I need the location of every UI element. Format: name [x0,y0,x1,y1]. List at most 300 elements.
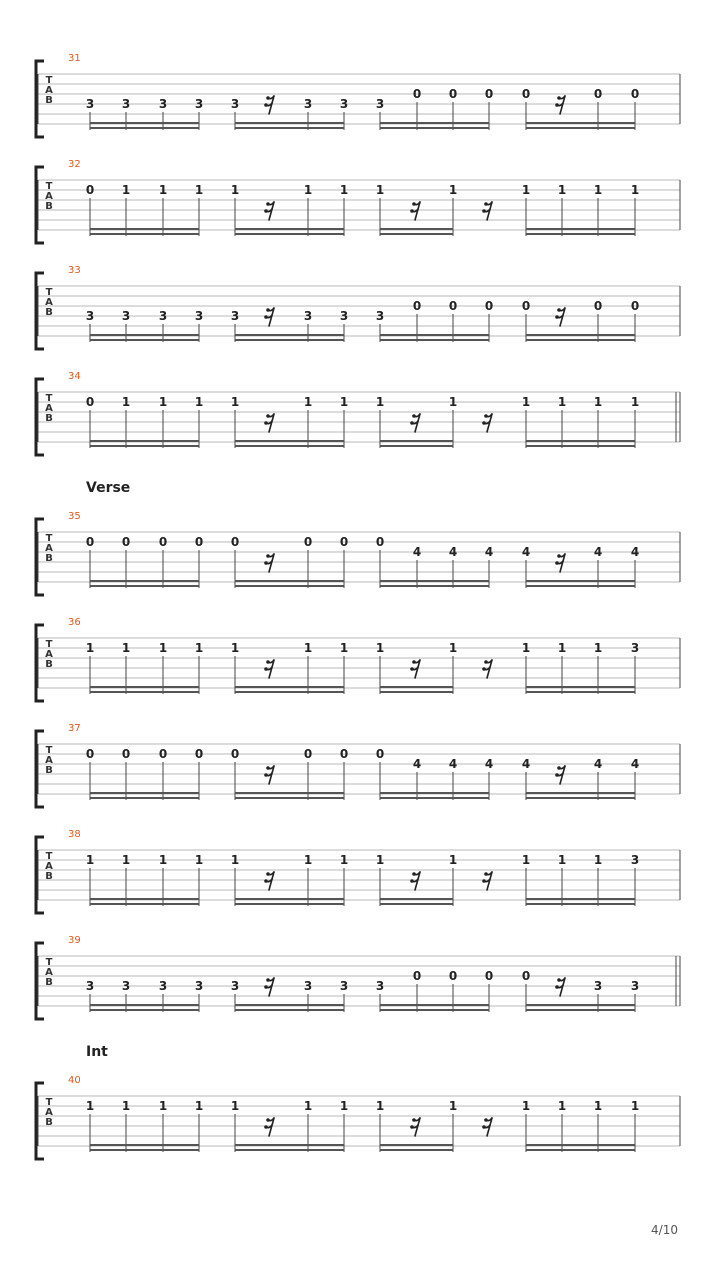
beam [90,686,199,688]
tab-clef-letter: B [45,1117,53,1128]
fret-number: 1 [375,641,385,655]
beam [235,334,344,336]
beam [526,1144,635,1146]
fret-number: 0 [85,183,95,197]
tab-clef-letter: T [45,745,53,756]
beam [380,898,453,900]
tab-clef-letter: A [45,755,53,766]
system-bracket [36,625,44,701]
beam [90,797,199,799]
sixteenth-rest [555,978,565,996]
beam [90,440,199,442]
fret-number: 4 [484,545,494,559]
fret-number: 0 [85,395,95,409]
tab-clef-letter: A [45,1107,53,1118]
beam [90,334,199,336]
fret-number: 4 [448,545,458,559]
fret-number: 3 [230,979,240,993]
tab-clef-letter: T [45,181,53,192]
beam [380,122,489,124]
sixteenth-rest [555,554,565,572]
fret-number: 1 [339,641,349,655]
beam [235,898,344,900]
fret-number: 0 [230,747,240,761]
beam [235,585,344,587]
fret-number: 1 [375,183,385,197]
beam [526,580,635,582]
beam [90,445,199,447]
fret-number: 0 [303,747,313,761]
beam [380,1009,489,1011]
fret-number: 1 [521,853,531,867]
beam [380,127,489,129]
tab-system [36,265,680,349]
sixteenth-rest [482,872,492,890]
fret-number: 0 [375,747,385,761]
fret-number: 4 [593,545,603,559]
beam [380,580,489,582]
sixteenth-rest [482,660,492,678]
fret-number: 0 [630,299,640,313]
tab-clef-letter: B [45,659,53,670]
fret-number: 3 [158,97,168,111]
tab-clef-letter: B [45,307,53,318]
beam [90,585,199,587]
beam [380,1149,453,1151]
sixteenth-rest [482,414,492,432]
sixteenth-rest [264,1118,274,1136]
beam [90,233,199,235]
sixteenth-rest [410,414,420,432]
fret-number: 1 [303,641,313,655]
fret-number: 3 [339,979,349,993]
sixteenth-rest [410,1118,420,1136]
tab-clef-letter: T [45,287,53,298]
fret-number: 1 [339,853,349,867]
fret-number: 1 [557,395,567,409]
sixteenth-rest [264,872,274,890]
fret-number: 0 [484,87,494,101]
fret-number: 4 [448,757,458,771]
fret-number: 1 [230,853,240,867]
fret-number: 1 [521,641,531,655]
sixteenth-rest [555,96,565,114]
fret-number: 1 [630,1099,640,1113]
beam [526,127,635,129]
measure-number: 34 [68,371,81,382]
beam [526,445,635,447]
fret-number: 1 [375,395,385,409]
fret-number: 3 [85,97,95,111]
tab-clef-letter: B [45,765,53,776]
fret-number: 0 [484,299,494,313]
beam [526,686,635,688]
fret-number: 4 [593,757,603,771]
tab-clef-letter: A [45,967,53,978]
beam [235,127,344,129]
fret-number: 3 [158,309,168,323]
fret-number: 1 [557,853,567,867]
tab-system [36,935,680,1019]
sixteenth-rest [264,978,274,996]
fret-number: 1 [521,183,531,197]
fret-number: 1 [158,1099,168,1113]
sixteenth-rest [482,1118,492,1136]
fret-number: 3 [375,97,385,111]
measure-number: 31 [68,53,81,64]
fret-number: 3 [630,979,640,993]
fret-number: 0 [339,747,349,761]
beam [90,228,199,230]
fret-number: 0 [194,535,204,549]
system-bracket [36,731,44,807]
fret-number: 0 [121,535,131,549]
fret-number: 1 [593,853,603,867]
fret-number: 3 [194,979,204,993]
tab-clef-letter: B [45,977,53,988]
beam [90,1009,199,1011]
sixteenth-rest [264,554,274,572]
beam [526,233,635,235]
beam [90,691,199,693]
measure-number: 38 [68,829,81,840]
beam [526,440,635,442]
system-bracket [36,519,44,595]
beam [235,1149,344,1151]
tab-system [36,53,680,137]
beam [526,691,635,693]
tab-clef-letter: T [45,957,53,968]
beam [380,686,453,688]
tab-clef-letter: T [45,1097,53,1108]
fret-number: 1 [194,641,204,655]
fret-number: 0 [412,299,422,313]
beam [235,691,344,693]
fret-number: 1 [521,395,531,409]
beam [235,1144,344,1146]
fret-number: 1 [121,1099,131,1113]
beam [526,228,635,230]
fret-number: 1 [158,395,168,409]
tab-system [36,159,680,243]
tab-system [36,829,680,913]
fret-number: 1 [303,183,313,197]
sixteenth-rest [264,414,274,432]
sixteenth-rest [555,308,565,326]
sixteenth-rest [410,202,420,220]
sixteenth-rest [410,660,420,678]
fret-number: 1 [194,853,204,867]
beam [90,339,199,341]
fret-number: 1 [339,395,349,409]
beam [526,898,635,900]
fret-number: 1 [339,183,349,197]
beam [90,1144,199,1146]
fret-number: 1 [85,641,95,655]
fret-number: 0 [448,87,458,101]
fret-number: 1 [375,853,385,867]
beam [235,792,344,794]
fret-number: 1 [448,1099,458,1113]
beam [380,585,489,587]
beam [235,1004,344,1006]
fret-number: 1 [593,395,603,409]
beam [235,445,344,447]
fret-number: 0 [593,299,603,313]
fret-number: 4 [630,545,640,559]
beam [90,580,199,582]
beam [90,1149,199,1151]
measure-number: 37 [68,723,81,734]
beam [380,334,489,336]
fret-number: 1 [521,1099,531,1113]
fret-number: 1 [557,1099,567,1113]
fret-number: 1 [85,1099,95,1113]
fret-number: 0 [158,747,168,761]
beam [526,1149,635,1151]
fret-number: 0 [194,747,204,761]
sixteenth-rest [264,96,274,114]
beam [235,686,344,688]
measure-number: 36 [68,617,81,628]
beam [526,334,635,336]
fret-number: 1 [194,395,204,409]
fret-number: 1 [593,1099,603,1113]
beam [380,691,453,693]
beam [90,1004,199,1006]
fret-number: 3 [230,97,240,111]
tab-clef-letter: A [45,543,53,554]
fret-number: 0 [85,747,95,761]
system-bracket [36,943,44,1019]
fret-number: 3 [593,979,603,993]
beam [235,797,344,799]
tab-system [36,480,680,595]
tab-clef-letter: T [45,639,53,650]
beam [235,122,344,124]
fret-number: 0 [230,535,240,549]
tab-clef-letter: T [45,533,53,544]
fret-number: 1 [303,853,313,867]
fret-number: 0 [521,299,531,313]
fret-number: 1 [158,853,168,867]
fret-number: 1 [230,183,240,197]
fret-number: 1 [375,1099,385,1113]
tab-clef-letter: B [45,201,53,212]
beam [235,903,344,905]
measure-number: 33 [68,265,81,276]
fret-number: 1 [630,395,640,409]
fret-number: 0 [158,535,168,549]
beam [526,792,635,794]
fret-number: 0 [303,535,313,549]
fret-number: 1 [121,395,131,409]
fret-number: 0 [412,969,422,983]
tab-clef-letter: T [45,851,53,862]
fret-number: 1 [593,183,603,197]
fret-number: 3 [375,309,385,323]
fret-number: 3 [121,979,131,993]
fret-number: 1 [230,641,240,655]
beam [380,445,453,447]
measure-number: 40 [68,1075,81,1086]
fret-number: 1 [448,395,458,409]
beam [90,898,199,900]
fret-number: 0 [484,969,494,983]
fret-number: 3 [303,979,313,993]
measure-number: 32 [68,159,81,170]
tab-clef-letter: A [45,191,53,202]
beam [235,228,344,230]
tab-clef-letter: B [45,553,53,564]
fret-number: 1 [121,183,131,197]
beam [380,440,453,442]
fret-number: 3 [303,309,313,323]
tab-clef-letter: A [45,861,53,872]
fret-number: 0 [593,87,603,101]
fret-number: 3 [630,853,640,867]
beam [235,233,344,235]
tab-clef-letter: B [45,95,53,106]
beam [526,797,635,799]
sixteenth-rest [264,660,274,678]
fret-number: 1 [303,1099,313,1113]
fret-number: 0 [121,747,131,761]
beam [90,127,199,129]
tab-clef-letter: A [45,403,53,414]
fret-number: 0 [448,299,458,313]
tab-clef-letter: A [45,85,53,96]
fret-number: 1 [158,641,168,655]
fret-number: 3 [194,309,204,323]
fret-number: 3 [85,309,95,323]
beam [526,1009,635,1011]
fret-number: 3 [630,641,640,655]
fret-number: 1 [630,183,640,197]
tab-clef-letter: B [45,871,53,882]
sixteenth-rest [482,202,492,220]
fret-number: 3 [375,979,385,993]
page-number: 4/10 [651,1223,678,1237]
beam [526,339,635,341]
fret-number: 4 [484,757,494,771]
fret-number: 1 [230,395,240,409]
fret-number: 3 [121,97,131,111]
fret-number: 0 [339,535,349,549]
system-bracket [36,167,44,243]
beam [380,792,489,794]
fret-number: 4 [630,757,640,771]
fret-number: 3 [194,97,204,111]
fret-number: 1 [158,183,168,197]
fret-number: 3 [121,309,131,323]
fret-number: 1 [121,641,131,655]
beam [526,585,635,587]
sixteenth-rest [264,202,274,220]
beam [526,122,635,124]
system-bracket [36,61,44,137]
fret-number: 1 [557,183,567,197]
fret-number: 1 [85,853,95,867]
fret-number: 3 [303,97,313,111]
fret-number: 1 [557,641,567,655]
measure-number: 39 [68,935,81,946]
tab-clef-letter: A [45,649,53,660]
tab-system [36,723,680,807]
system-bracket [36,379,44,455]
fret-number: 1 [448,183,458,197]
sixteenth-rest [264,766,274,784]
measure-number: 35 [68,511,81,522]
fret-number: 3 [230,309,240,323]
beam [526,1004,635,1006]
fret-number: 1 [194,1099,204,1113]
beam [235,1009,344,1011]
beam [380,228,453,230]
tab-system [36,617,680,701]
fret-number: 1 [448,641,458,655]
fret-number: 0 [85,535,95,549]
beam [380,339,489,341]
tab-system [36,371,680,455]
sixteenth-rest [264,308,274,326]
tab-clef-letter: A [45,297,53,308]
beam [380,1144,453,1146]
beam [90,122,199,124]
fret-number: 4 [521,757,531,771]
fret-number: 3 [158,979,168,993]
system-bracket [36,1083,44,1159]
beam [526,903,635,905]
sixteenth-rest [555,766,565,784]
fret-number: 0 [448,969,458,983]
fret-number: 3 [339,309,349,323]
section-label: Verse [86,480,131,496]
beam [235,440,344,442]
beam [380,233,453,235]
fret-number: 1 [593,641,603,655]
tab-clef-letter: T [45,393,53,404]
fret-number: 4 [412,545,422,559]
sixteenth-rest [410,872,420,890]
system-bracket [36,837,44,913]
fret-number: 1 [230,1099,240,1113]
fret-number: 1 [303,395,313,409]
beam [380,1004,489,1006]
system-bracket [36,273,44,349]
fret-number: 4 [521,545,531,559]
beam [380,903,453,905]
fret-number: 1 [121,853,131,867]
fret-number: 0 [521,87,531,101]
beam [90,903,199,905]
tab-clef-letter: T [45,75,53,86]
beam [90,792,199,794]
beam [235,580,344,582]
fret-number: 0 [375,535,385,549]
fret-number: 3 [85,979,95,993]
fret-number: 0 [521,969,531,983]
beam [235,339,344,341]
fret-number: 0 [412,87,422,101]
tab-clef-letter: B [45,413,53,424]
fret-number: 1 [448,853,458,867]
tab-system [36,1044,680,1159]
fret-number: 4 [412,757,422,771]
fret-number: 0 [630,87,640,101]
fret-number: 1 [194,183,204,197]
fret-number: 1 [339,1099,349,1113]
